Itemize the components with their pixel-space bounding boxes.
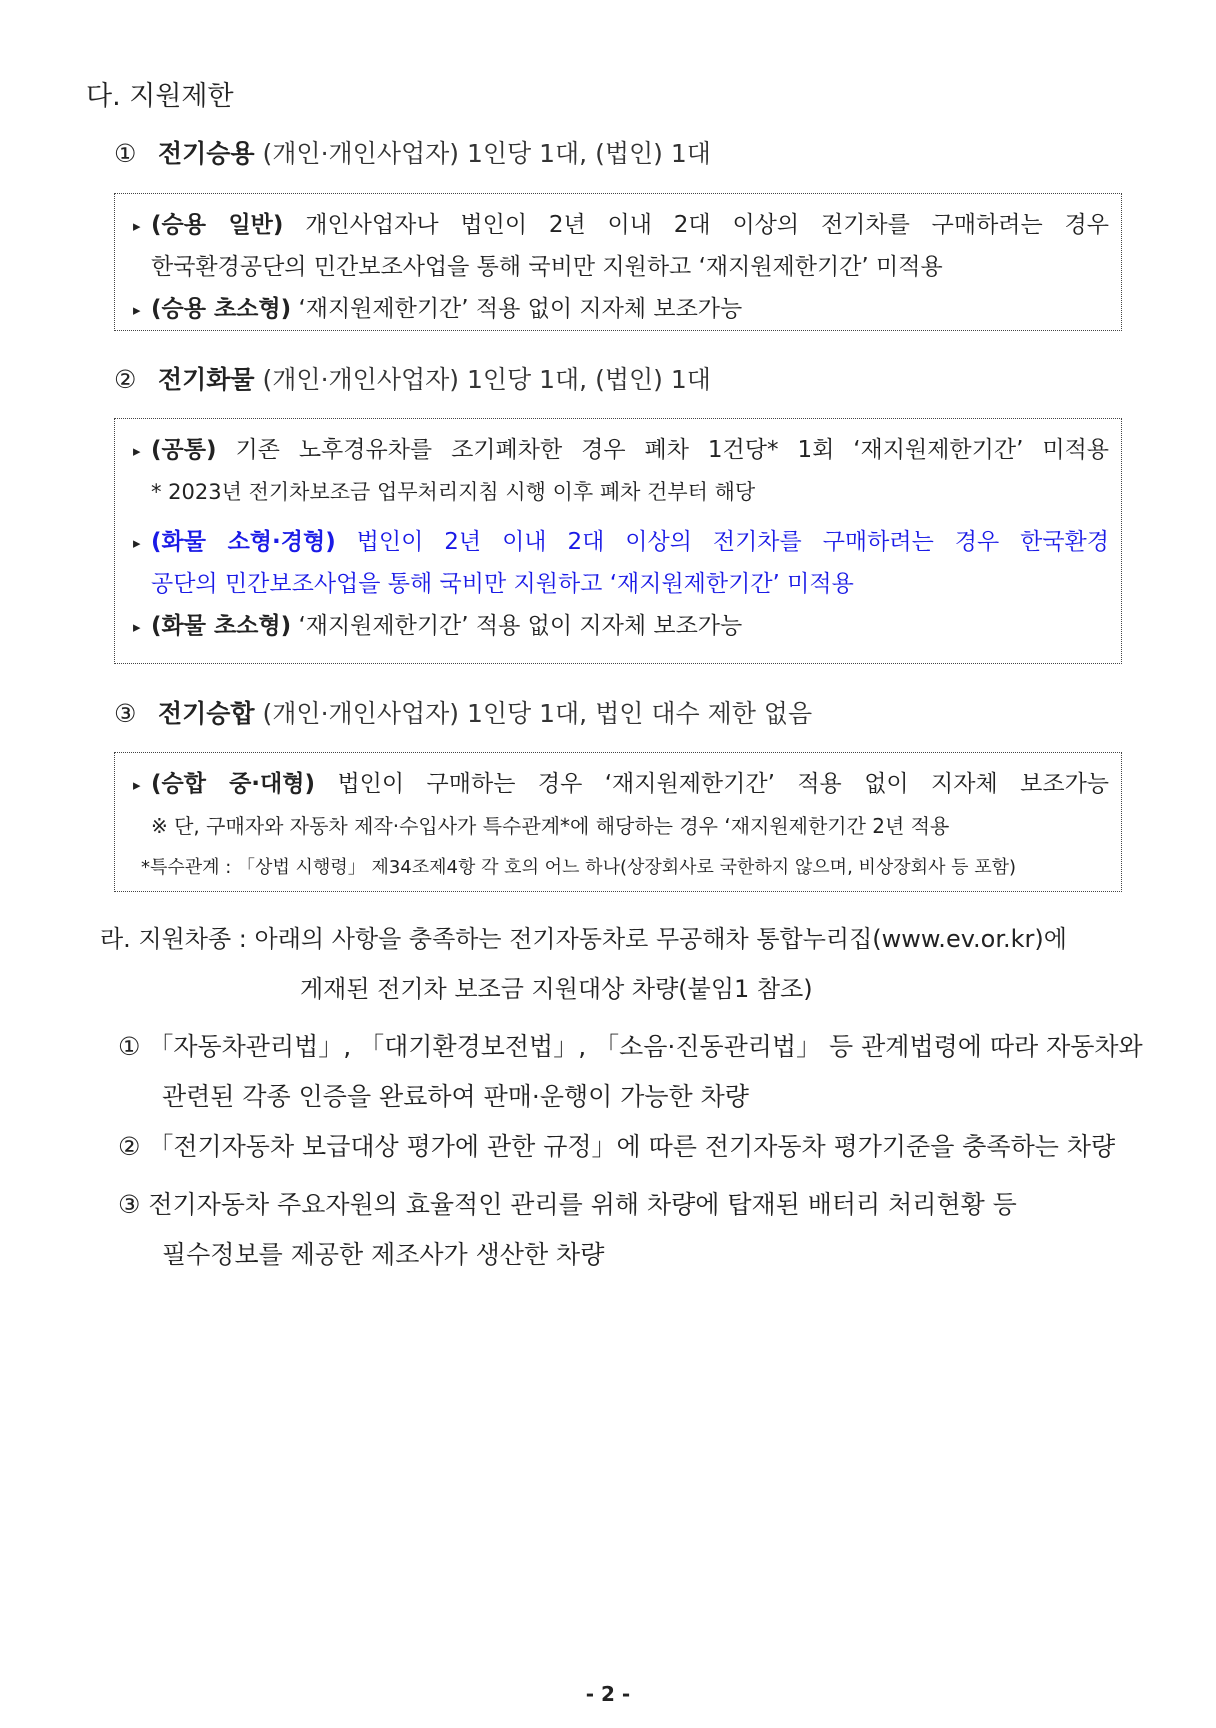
box-1-bullet-2-text: ‘재지원제한기간’ 적용 없이 지자체 보조가능 <box>298 296 743 322</box>
box-1-line-1-cont: 한국환경공단의 민간보조사업을 통해 국비만 지원하고 ‘재지원제한기간’ 미적용 <box>151 254 943 280</box>
item-3-heading <box>114 694 812 730</box>
box-2-line-2-cont: 공단의 민간보조사업을 통해 국비만 지원하고 ‘재지원제한기간’ 미적용 <box>151 571 854 597</box>
section-ra-item-3 <box>118 1180 1017 1280</box>
box-1-bullet-2-label: (승용 초소형) <box>151 296 292 322</box>
box-2-bullet-2-label: (화물 소형·경형) <box>151 529 336 555</box>
box-3-line-1 <box>133 763 1109 805</box>
ra-item-1-line-1: ① 「자동차관리법」, 「대기환경보전법」, 「소음·진동관리법」 등 관계법령에 따라 자동차와 <box>118 1032 1143 1061</box>
box-2-bullet-3-label: (화물 초소형) <box>151 613 292 639</box>
item-1-detail: (개인·개인사업자) 1인당 1대, (법인) 1대 <box>262 139 711 168</box>
triangle-bullet-icon: ▸ <box>133 617 141 636</box>
box-1-line-2 <box>133 288 1109 330</box>
item-3-label: 전기승합 <box>157 699 255 728</box>
box-3-bullet-1-text: 법인이 구매하는 경우 ‘재지원제한기간’ 적용 없이 지자체 보조가능 <box>337 771 1109 797</box>
item-2-label: 전기화물 <box>157 365 255 394</box>
ra-item-1-line-2: 관련된 각종 인증을 완료하여 판매·운행이 가능한 차량 <box>162 1082 749 1111</box>
item-1-box <box>114 193 1122 331</box>
item-1-label: 전기승용 <box>157 139 255 168</box>
box-3-footnote: ※ 단, 구매자와 자동차 제작·수입사가 특수관계*에 해당하는 경우 ‘재지원제한기간 2년 적용 <box>151 814 950 838</box>
section-ra-title-line-2: 게재된 전기차 보조금 지원대상 차량(붙임1 참조) <box>300 975 813 1003</box>
box-1-bullet-1-text: 개인사업자나 법인이 2년 이내 2대 이상의 전기차를 구매하려는 경우 <box>305 212 1109 238</box>
box-1-line-1 <box>133 204 1109 246</box>
box-2-bullet-3-text: ‘재지원제한기간’ 적용 없이 지자체 보조가능 <box>298 613 743 639</box>
section-ra-title-line-1: 라. 지원차종 : 아래의 사항을 충족하는 전기자동차로 무공해차 통합누리집(www.ev.or.kr)에 <box>100 925 1067 953</box>
item-3-box <box>114 752 1122 892</box>
page-number: - 2 - <box>585 1682 631 1706</box>
item-2-box <box>114 418 1122 664</box>
item-1-heading <box>114 134 711 170</box>
ra-item-3-line-1: ③ 전기자동차 주요자원의 효율적인 관리를 위해 차량에 탑재된 배터리 처리현황 등 <box>118 1190 1017 1219</box>
box-2-line-3 <box>133 605 1109 647</box>
box-2-bullet-2-text: 법인이 2년 이내 2대 이상의 전기차를 구매하려는 경우 한국환경 <box>356 529 1109 555</box>
section-da-title: 다. 지원제한 <box>86 81 234 112</box>
box-1-bullet-1-label: (승용 일반) <box>151 212 284 238</box>
triangle-bullet-icon: ▸ <box>133 300 141 319</box>
triangle-bullet-icon: ▸ <box>133 533 141 552</box>
box-2-bullet-1-label: (공통) <box>151 437 217 463</box>
ra-item-3-line-2: 필수정보를 제공한 제조사가 생산한 차량 <box>162 1240 605 1269</box>
triangle-bullet-icon: ▸ <box>133 216 141 235</box>
box-2-line-1 <box>133 429 1109 471</box>
triangle-bullet-icon: ▸ <box>133 775 141 794</box>
section-ra-title <box>100 914 1067 1014</box>
box-2-line-2 <box>133 521 1109 563</box>
box-2-footnote: * 2023년 전기차보조금 업무처리지침 시행 이후 폐차 건부터 해당 <box>151 480 756 504</box>
box-2-bullet-1-text: 기존 노후경유차를 조기폐차한 경우 폐차 1건당* 1회 ‘재지원제한기간’ 미적용 <box>235 437 1109 463</box>
item-2-number: ② <box>114 365 137 394</box>
section-ra-item-1 <box>118 1022 1143 1122</box>
item-3-detail: (개인·개인사업자) 1인당 1대, 법인 대수 제한 없음 <box>262 699 813 728</box>
section-ra-item-2 <box>118 1122 1115 1172</box>
item-3-number: ③ <box>114 699 137 728</box>
box-3-bullet-1-label: (승합 중·대형) <box>151 771 315 797</box>
box-3-footnote-2: *특수관계 : 「상법 시행령」 제34조제4항 각 호의 어느 하나(상장회사로 국한하지 않으며, 비상장회사 등 포함) <box>141 857 1017 878</box>
item-2-detail: (개인·개인사업자) 1인당 1대, (법인) 1대 <box>262 365 711 394</box>
item-1-number: ① <box>114 139 137 168</box>
triangle-bullet-icon: ▸ <box>133 441 141 460</box>
item-2-heading <box>114 360 711 396</box>
ra-item-2-line-1: ② 「전기자동차 보급대상 평가에 관한 규정」에 따른 전기자동차 평가기준을 충족하는 차량 <box>118 1132 1116 1161</box>
